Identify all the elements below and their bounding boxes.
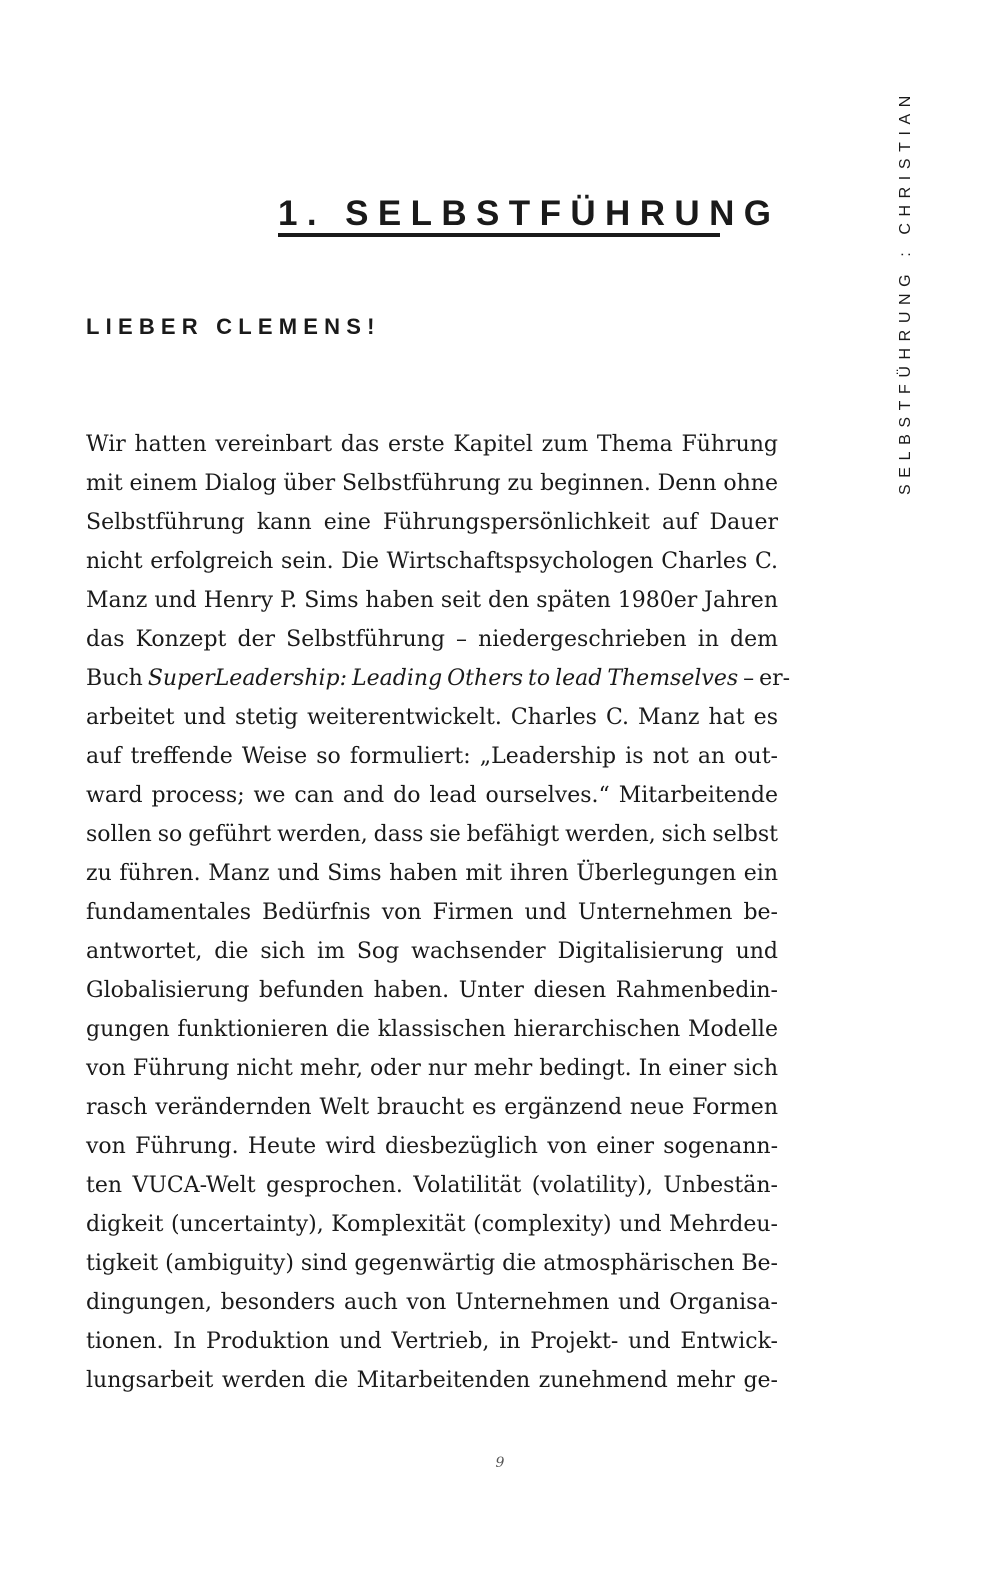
body-line: Selbstführung kann eine Führungspersönlichkeit auf Dauer [86,510,778,535]
body-line: lungsarbeit werden die Mitarbeitenden zunehmend mehr ge- [86,1368,778,1393]
body-line: ten VUCA-Welt gesprochen. Volatilität (volatility), Unbestän- [86,1173,778,1198]
page-number: 9 [495,1455,505,1471]
chapter-title-underline [278,233,720,237]
body-line: das Konzept der Selbstführung – niedergeschrieben in dem [86,627,778,652]
body-line: mit einem Dialog über Selbstführung zu beginnen. Denn ohne [86,471,778,496]
body-line: von Führung nicht mehr, oder nur mehr bedingt. In einer sich [86,1056,778,1081]
salutation-heading: LIEBER CLEMENS! [86,314,381,339]
body-text [86,425,791,1400]
body-line: Globalisierung befunden haben. Unter diesen Rahmenbedin- [86,978,778,1003]
body-line: tionen. In Produktion und Vertrieb, in Projekt- und Entwick- [86,1329,778,1354]
body-line: rasch verändernden Welt braucht es ergänzend neue Formen [86,1095,778,1120]
body-line: von Führung. Heute wird diesbezüglich von einer sogenann- [86,1134,778,1159]
body-line: Manz und Henry P. Sims haben seit den späten 1980er Jahren [86,588,778,613]
running-header: SELBSTFÜHRUNG : CHRISTIAN [897,89,914,495]
book-title-italic: SuperLeadership: Leading Others to lead Themselves [147,666,739,691]
body-line: sollen so geführt werden, dass sie befähigt werden, sich selbst [86,822,778,847]
body-line: tigkeit (ambiguity) sind gegenwärtig die atmosphärischen Be- [86,1251,778,1276]
body-line: antwortet, die sich im Sog wachsender Digitalisierung und [86,939,778,964]
body-line-with-book-title [86,659,791,698]
body-line: dingungen, besonders auch von Unternehmen und Organisa- [86,1290,778,1315]
body-line: arbeitet und stetig weiterentwickelt. Charles C. Manz hat es [86,705,778,730]
body-line: ward process; we can and do lead ourselves.“ Mitarbeitende [86,783,778,808]
body-line: fundamentales Bedürfnis von Firmen und Unternehmen be- [86,900,778,925]
body-text-segment: – er- [738,666,791,691]
body-line: nicht erfolgreich sein. Die Wirtschaftspsychologen Charles C. [86,549,778,574]
body-line: digkeit (uncertainty), Komplexität (complexity) und Mehrdeu- [86,1212,778,1237]
body-line: gungen funktionieren die klassischen hierarchischen Modelle [86,1017,778,1042]
body-line: Wir hatten vereinbart das erste Kapitel zum Thema Führung [86,432,778,457]
body-line: auf treffende Weise so formuliert: „Leadership is not an out- [86,744,778,769]
body-line: zu führen. Manz und Sims haben mit ihren Überlegungen ein [86,861,778,886]
chapter-title: 1. SELBSTFÜHRUNG [278,194,781,233]
body-text-segment: Buch [86,666,148,691]
